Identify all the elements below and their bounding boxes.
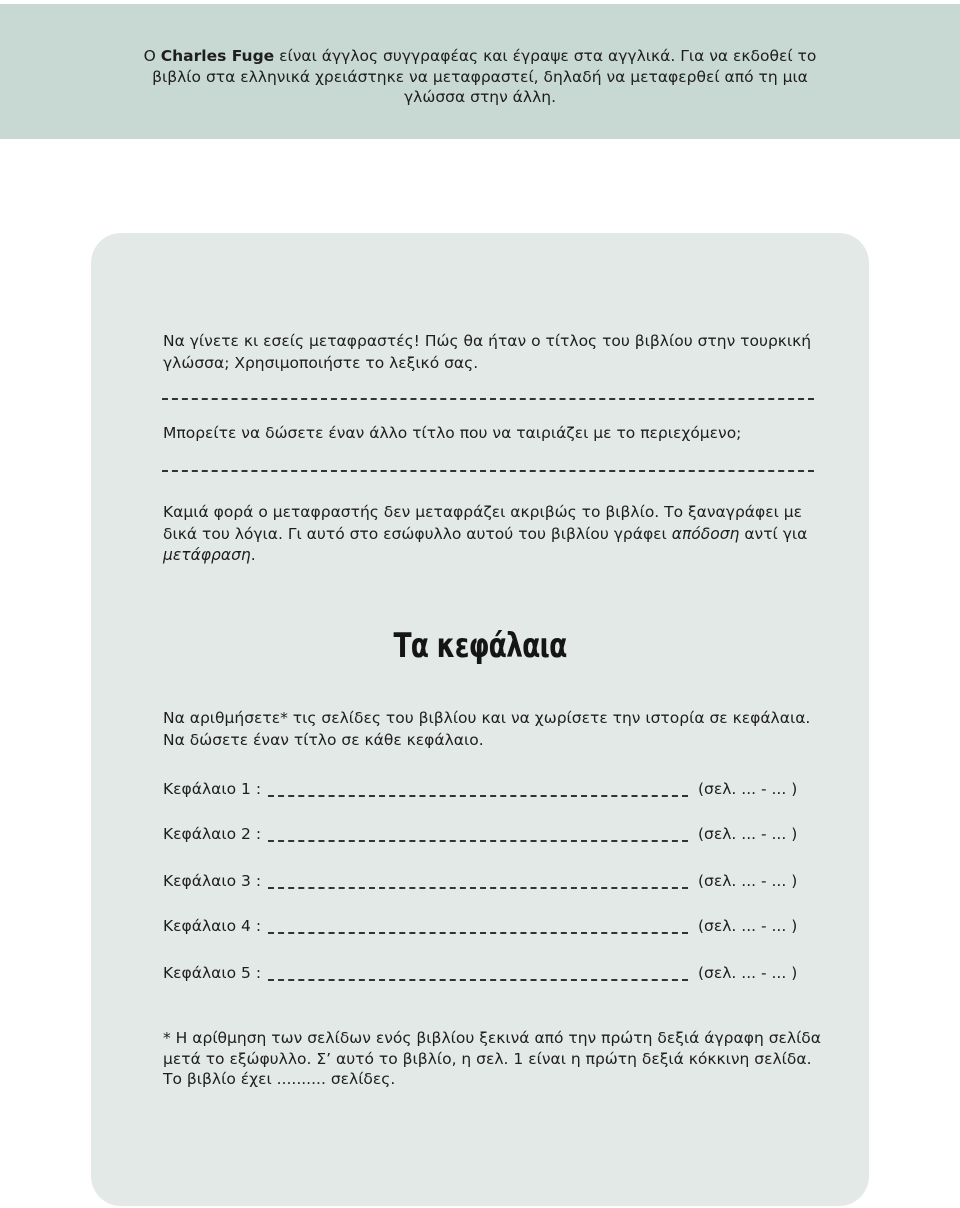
chapter-label: Κεφάλαιο 3 : — [163, 872, 262, 890]
chapter-row-2 — [163, 823, 803, 847]
chapter-title-field[interactable] — [268, 932, 688, 934]
chapter-pages: (σελ. ... - ... ) — [698, 964, 798, 982]
chapter-label: Κεφάλαιο 4 : — [163, 917, 262, 935]
chapter-pages: (σελ. ... - ... ) — [698, 780, 798, 798]
chapter-label: Κεφάλαιο 1 : — [163, 780, 262, 798]
chapter-title-field[interactable] — [268, 840, 688, 842]
chapter-pages: (σελ. ... - ... ) — [698, 825, 798, 843]
chapter-pages: (σελ. ... - ... ) — [698, 917, 798, 935]
alt-title-question: Μπορείτε να δώσετε έναν άλλο τίτλο που να ταιριάζει με το περιεχόμενο; — [163, 424, 742, 442]
translator-note: Καμιά φορά ο μεταφραστής δεν μεταφράζει ακριβώς το βιβλίο. Το ξαναγράφει με δικά του λόγια. Γι αυτό στο εσώφυλλο αυτού του βιβλίου γράφει απόδοση αντί για μετάφραση. — [163, 503, 808, 564]
author-name: Charles Fuge — [160, 47, 275, 65]
chapter-title-field[interactable] — [268, 979, 688, 981]
intro-text: Ο Charles Fuge είναι άγγλος συγγραφέας και έγραψε στα αγγλικά. Για να εκδοθεί το βιβλίο στα ελληνικά χρειάστηκε να μεταφραστεί, δηλαδή να μεταφερθεί από τη μια γλώσσα στην άλλη. — [143, 47, 817, 106]
answer-line-1[interactable] — [162, 398, 814, 400]
footnote: * Η αρίθμηση των σελίδων ενός βιβλίου ξεκινά από την πρώτη δεξιά άγραφη σελίδα μετά το εξώφυλλο. Σ’ αυτό το βιβλίο, η σελ. 1 είναι η πρώτη δεξιά κόκκινη σελίδα. Το βιβλίο έχει .......... σελίδες. — [163, 1029, 822, 1088]
chapter-title-field[interactable] — [268, 887, 688, 889]
chapters-instructions: Να αριθμήσετε* τις σελίδες του βιβλίου και να χωρίσετε την ιστορία σε κεφάλαια. Να δώσετε έναν τίτλο σε κάθε κεφάλαιο. — [163, 709, 811, 749]
chapter-pages: (σελ. ... - ... ) — [698, 872, 798, 890]
chapter-title-field[interactable] — [268, 795, 688, 797]
page-count-line: Το βιβλίο έχει .......... σελίδες. — [163, 1070, 396, 1088]
chapter-row-4 — [163, 915, 803, 939]
chapter-row-1 — [163, 778, 803, 802]
translation-question: Να γίνετε κι εσείς μεταφραστές! Πώς θα ήταν ο τίτλος του βιβλίου στην τουρκική γλώσσα; Χρησιμοποιήστε το λεξικό σας. — [163, 332, 812, 372]
chapter-row-3 — [163, 870, 803, 894]
chapter-row-5 — [163, 962, 803, 986]
chapter-label: Κεφάλαιο 2 : — [163, 825, 262, 843]
chapter-label: Κεφάλαιο 5 : — [163, 964, 262, 982]
answer-line-2[interactable] — [162, 470, 814, 472]
chapters-heading: Τα κεφάλαια — [393, 626, 567, 666]
